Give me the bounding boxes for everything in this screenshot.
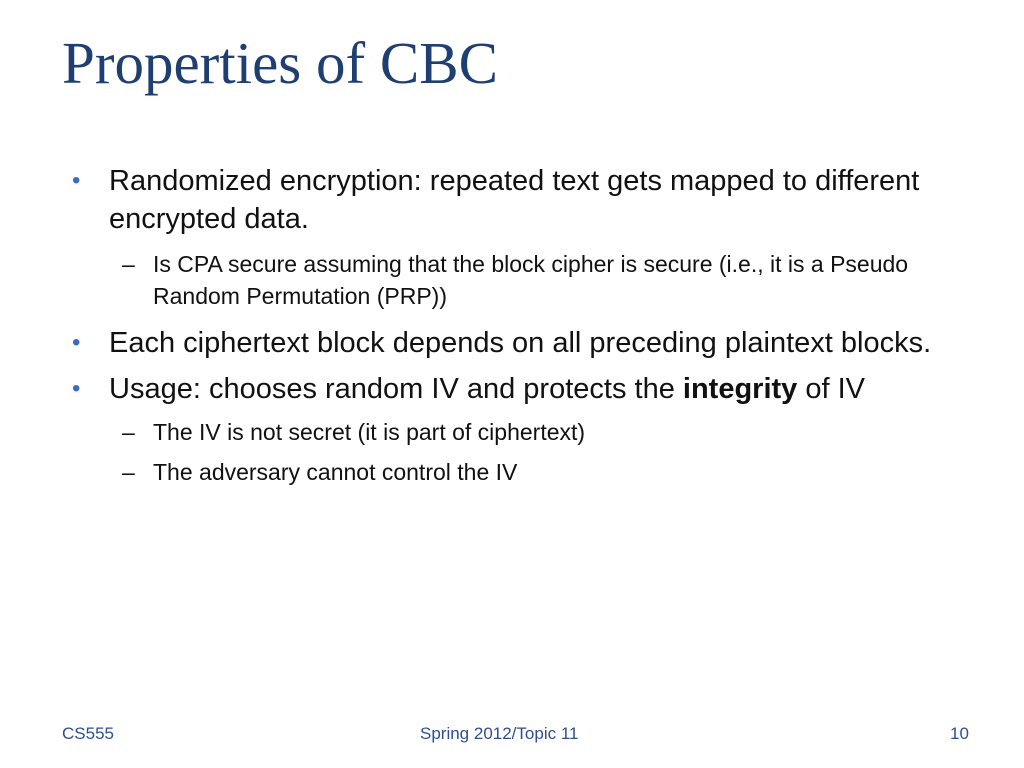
footer-page-number: 10 (950, 724, 969, 743)
bullet-item (72, 370, 992, 408)
bullet-item (72, 162, 992, 238)
bullet-icon: • (72, 375, 81, 402)
sub-bullet-item (72, 416, 992, 448)
dash-icon: – (122, 251, 135, 277)
dash-icon: – (122, 459, 135, 485)
bullet-text: Randomized encryption: repeated text gets mapped to different encrypted data. (109, 165, 920, 235)
sub-bullet-item (72, 456, 992, 488)
bullet-text: Each ciphertext block depends on all preceding plaintext blocks. (109, 327, 932, 359)
footer-course: CS555 (62, 724, 114, 743)
footer-topic: Spring 2012/Topic 11 (420, 724, 579, 743)
sub-bullet-text: The IV is not secret (it is part of ciphertext) (153, 419, 586, 445)
bullet-text-bold: integrity (682, 373, 798, 405)
slide-content (72, 162, 992, 496)
bullet-text-after: of IV (797, 373, 865, 405)
bullet-item (72, 324, 992, 362)
sub-bullet-text: Is CPA secure assuming that the block cipher is secure (i.e., it is a Pseudo Random Permutation (PRP)) (153, 251, 909, 309)
slide-title: Properties of CBC (62, 30, 498, 96)
dash-icon: – (122, 419, 135, 445)
bullet-icon: • (72, 329, 81, 356)
sub-bullet-text: The adversary cannot control the IV (153, 459, 518, 485)
sub-bullet-item (72, 248, 992, 312)
bullet-icon: • (72, 167, 81, 194)
bullet-text-before: Usage: chooses random IV and protects the (109, 373, 683, 405)
